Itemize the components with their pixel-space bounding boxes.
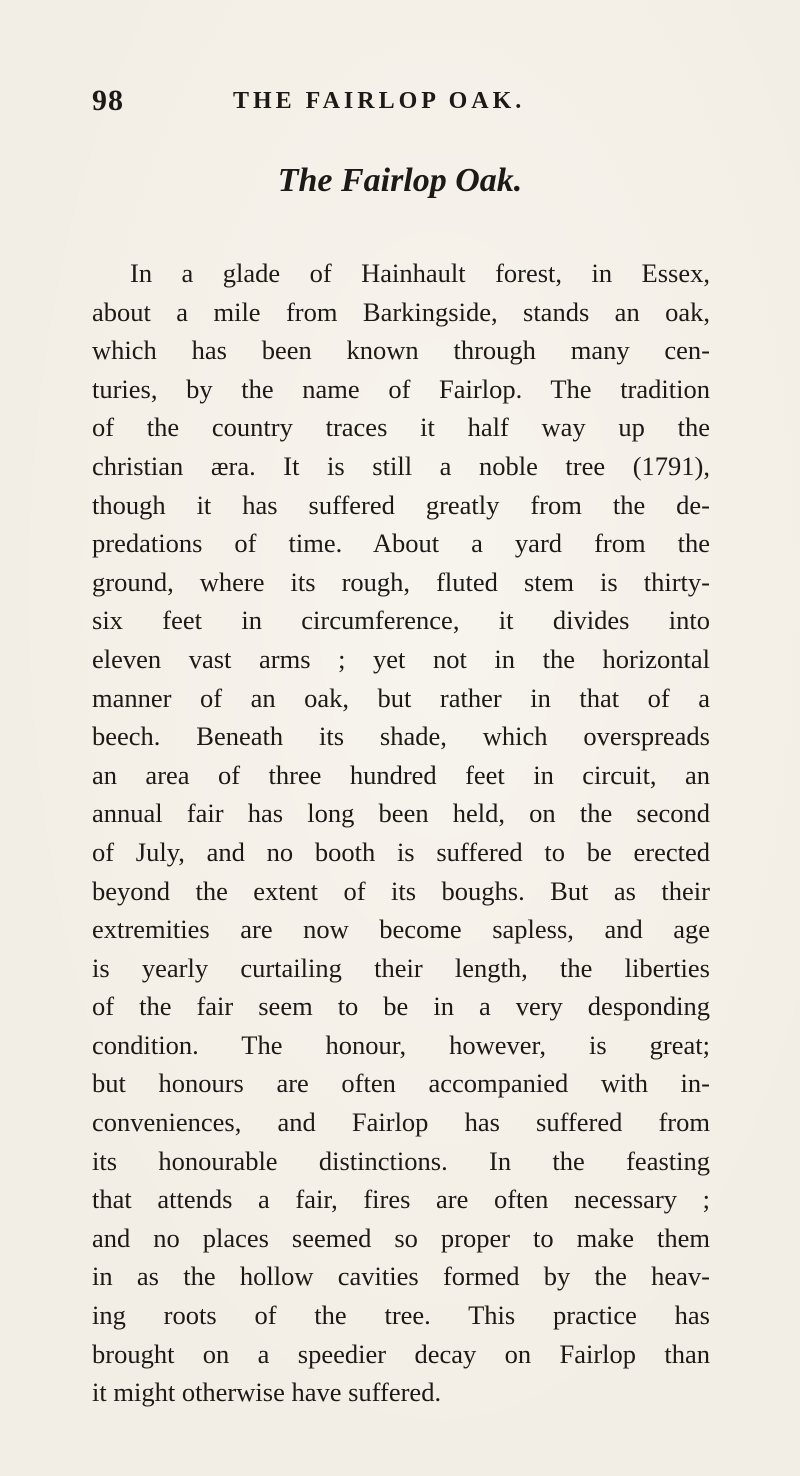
text-line: though it has suffered greatly from the de- (92, 489, 710, 520)
text-line: annual fair has long been held, on the second (92, 798, 710, 829)
text-line: an area of three hundred feet in circuit, an (92, 759, 710, 790)
text-line: about a mile from Barkingside, stands an oak, (92, 296, 710, 327)
text-line: ground, where its rough, fluted stem is thirty- (92, 566, 710, 597)
text-line: and no places seemed so proper to make them (92, 1222, 710, 1253)
text-line: it might otherwise have suffered. (92, 1377, 442, 1408)
text-line: in as the hollow cavities formed by the heav- (92, 1261, 710, 1292)
article-title: The Fairlop Oak. (277, 162, 523, 199)
text-line: which has been known through many cen- (92, 335, 710, 366)
text-line: of the fair seem to be in a very desponding (92, 991, 710, 1022)
text-line: condition. The honour, however, is great; (92, 1029, 710, 1060)
running-title: THE FAIRLOP OAK. (233, 88, 526, 114)
page-number: 98 (92, 84, 124, 117)
text-line: In a glade of Hainhault forest, in Essex, (130, 258, 710, 288)
text-line: brought on a speedier decay on Fairlop than (92, 1338, 710, 1369)
text-line: is yearly curtailing their length, the liberties (92, 952, 710, 983)
text-line: ing roots of the tree. This practice has (92, 1300, 710, 1331)
running-header (92, 84, 712, 124)
text-line: turies, by the name of Fairlop. The tradition (92, 373, 710, 404)
text-line: that attends a fair, fires are often necessary ; (92, 1184, 710, 1215)
text-line: beech. Beneath its shade, which overspreads (92, 721, 710, 752)
text-line: eleven vast arms ; yet not in the horizontal (92, 643, 710, 674)
article-body (92, 254, 710, 1412)
text-line: six feet in circumference, it divides into (92, 605, 710, 636)
text-line: manner of an oak, but rather in that of a (92, 682, 710, 713)
text-line: but honours are often accompanied with in- (92, 1068, 710, 1099)
text-line: conveniences, and Fairlop has suffered from (92, 1107, 710, 1138)
text-line: beyond the extent of its boughs. But as their (92, 875, 710, 906)
text-line: its honourable distinctions. In the feasting (92, 1145, 710, 1176)
text-line: extremities are now become sapless, and age (92, 914, 710, 945)
text-line: of the country traces it half way up the (92, 412, 710, 443)
text-line: predations of time. About a yard from the (92, 528, 710, 559)
text-line: of July, and no booth is suffered to be erected (92, 836, 710, 867)
text-line: christian æra. It is still a noble tree (1791), (92, 450, 710, 481)
